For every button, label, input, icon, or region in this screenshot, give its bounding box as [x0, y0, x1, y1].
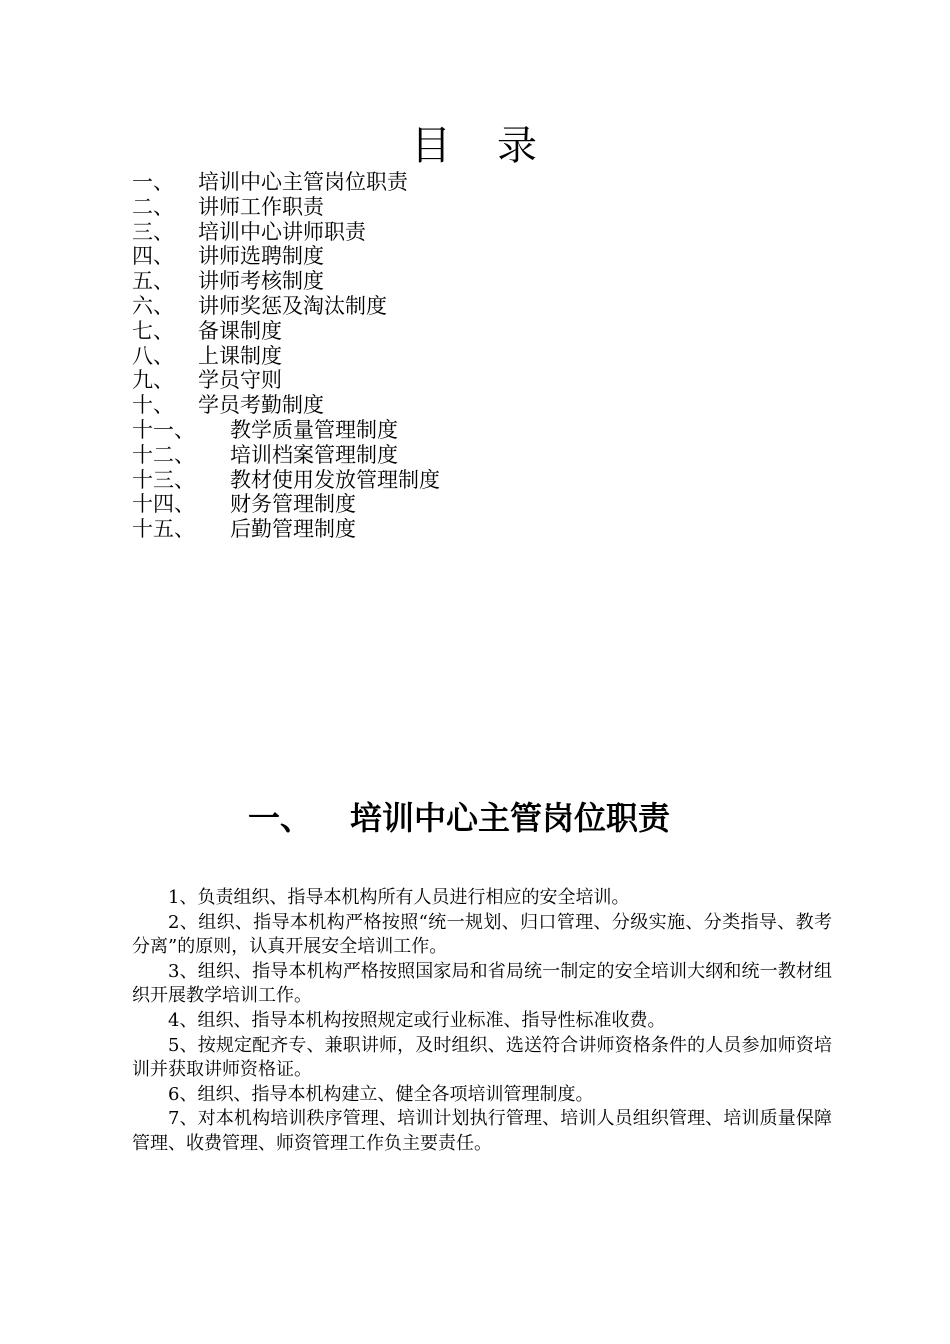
section-body — [132, 886, 832, 1157]
toc-item — [132, 393, 440, 418]
toc-title — [0, 120, 950, 172]
toc-item-number: 四、 — [132, 244, 174, 269]
toc-item-number: 十一、 — [132, 417, 195, 442]
toc-item-text: 上课制度 — [198, 343, 282, 368]
toc-item — [132, 443, 440, 468]
section-heading-number: 一、 — [248, 799, 313, 837]
toc-item-number: 五、 — [132, 269, 174, 294]
toc-item-number: 七、 — [132, 318, 174, 343]
toc-item-number: 六、 — [132, 293, 174, 318]
toc-item-text: 讲师奖惩及淘汰制度 — [198, 293, 387, 318]
toc-title-left: 目 — [411, 123, 453, 169]
toc-item — [132, 269, 440, 294]
toc-item-text: 学员守则 — [198, 368, 282, 393]
toc-item — [132, 368, 440, 393]
duty-paragraph: 7、对本机构培训秩序管理、培训计划执行管理、培训人员组织管理、培训质量保障管理、收费管理、师资管理工作负主要责任。 — [132, 1108, 832, 1154]
toc-item — [132, 220, 440, 245]
toc-item-text: 培训档案管理制度 — [230, 442, 398, 467]
toc-item-number: 一、 — [132, 170, 174, 194]
duty-paragraph: 6、组织、指导本机构建立、健全各项培训管理制度。 — [168, 1083, 594, 1105]
toc-item — [132, 319, 440, 344]
duty-paragraph: 5、按规定配齐专、兼职讲师，及时组织、选送符合讲师资格条件的人员参加师资培训并获取讲师资格证。 — [132, 1034, 832, 1081]
toc-item-number: 九、 — [132, 368, 174, 393]
section-heading — [248, 796, 670, 840]
toc-item-text: 培训中心主管岗位职责 — [198, 170, 408, 194]
table-of-contents — [132, 170, 440, 542]
toc-item-text: 财务管理制度 — [230, 492, 356, 517]
toc-item — [132, 517, 440, 542]
toc-item-number: 十、 — [132, 393, 174, 418]
toc-title-right: 录 — [497, 123, 539, 169]
toc-item-text: 后勤管理制度 — [230, 517, 356, 542]
toc-item-text: 学员考勤制度 — [198, 393, 324, 418]
duty-paragraph: 2、组织、指导本机构严格按照“统一规划、归口管理、分级实施、分类指导、教考分离”的原则，认真开展安全培训工作。 — [132, 911, 832, 958]
toc-item-text: 讲师考核制度 — [198, 269, 324, 294]
toc-item-text: 培训中心讲师职责 — [198, 219, 366, 244]
toc-item-number: 三、 — [132, 219, 174, 244]
toc-item — [132, 195, 440, 220]
toc-item — [132, 492, 440, 517]
toc-item — [132, 244, 440, 269]
duty-paragraph: 4、组织、指导本机构按照规定或行业标准、指导性标准收费。 — [168, 1009, 666, 1031]
toc-item-number: 十五、 — [132, 517, 195, 542]
toc-item — [132, 468, 440, 493]
toc-item — [132, 344, 440, 369]
toc-item-text: 备课制度 — [198, 318, 282, 343]
toc-item-text: 教学质量管理制度 — [230, 417, 398, 442]
duty-paragraph: 1、负责组织、指导本机构所有人员进行相应的安全培训。 — [168, 887, 630, 908]
toc-item-number: 八、 — [132, 343, 174, 368]
toc-item — [132, 170, 440, 195]
toc-item — [132, 418, 440, 443]
toc-item-number: 十四、 — [132, 492, 195, 517]
toc-item-text: 讲师工作职责 — [198, 194, 324, 219]
toc-item-number: 十三、 — [132, 467, 195, 492]
toc-item-number: 二、 — [132, 194, 174, 219]
toc-item-text: 教材使用发放管理制度 — [230, 467, 440, 492]
toc-item-text: 讲师选聘制度 — [198, 244, 324, 269]
duty-paragraph: 3、组织、指导本机构严格按照国家局和省局统一制定的安全培训大纲和统一教材组织开展教学培训工作。 — [132, 960, 832, 1007]
toc-item — [132, 294, 440, 319]
toc-item-number: 十二、 — [132, 442, 195, 467]
section-heading-title: 培训中心主管岗位职责 — [350, 799, 671, 837]
